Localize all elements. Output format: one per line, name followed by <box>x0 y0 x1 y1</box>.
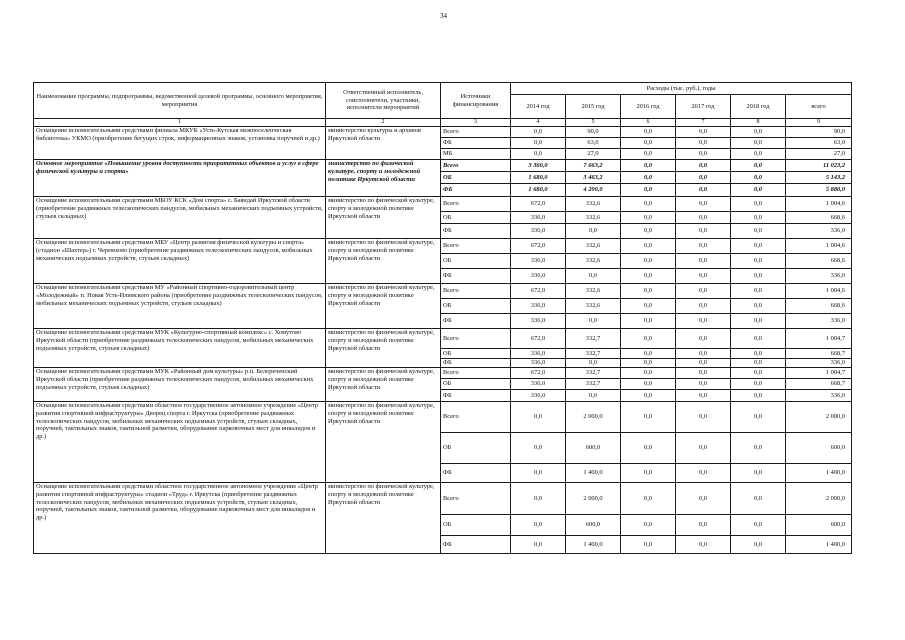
year-value: 0,0 <box>676 284 731 299</box>
year-value: 0,0 <box>621 299 676 314</box>
activity-name: Оснащение вспомогательными средствами МУК «Культурно-спортивный комплекс» с. Хомутово Иркутской области (приобретение раздвижных телескопических пандусов, мобильных механических подъемных устройств, стульев складных) <box>34 329 326 368</box>
year-value: 0,0 <box>676 149 731 160</box>
year-value: 0,0 <box>731 269 786 284</box>
table-row <box>34 368 852 379</box>
year-value: 336,0 <box>511 349 566 359</box>
year-value: 0,0 <box>731 138 786 149</box>
responsible-executor: министерство по физической культуре, спорту и молодежной политике Иркутской области <box>326 160 441 197</box>
year-value: 0,0 <box>676 483 731 515</box>
year-value: 0,0 <box>621 390 676 402</box>
year-value: 1 680,0 <box>511 184 566 197</box>
year-value: 600,0 <box>566 433 621 464</box>
column-index: 8 <box>731 119 786 127</box>
year-value: 332,6 <box>566 212 621 224</box>
year-value: 0,0 <box>566 314 621 329</box>
total-value: 668,7 <box>786 349 852 359</box>
funding-source: Всего <box>441 368 511 379</box>
year-value: 332,6 <box>566 197 621 212</box>
total-value: 11 023,2 <box>786 160 852 172</box>
total-value: 668,6 <box>786 254 852 269</box>
year-value: 0,0 <box>511 127 566 138</box>
year-value: 2 000,0 <box>566 483 621 515</box>
column-index: 1 <box>34 119 326 127</box>
year-value: 336,0 <box>511 254 566 269</box>
total-value: 336,0 <box>786 390 852 402</box>
table-row <box>34 284 852 299</box>
column-index: 2 <box>326 119 441 127</box>
header-year: 2014 год <box>511 95 566 119</box>
total-value: 27,0 <box>786 149 852 160</box>
year-value: 0,0 <box>511 536 566 554</box>
funding-source: Всего <box>441 239 511 254</box>
year-value: 336,0 <box>511 269 566 284</box>
activity-name: Основное мероприятие «Повышение уровня доступности приоритетных объектов и услуг в сфере физической культуры и спорта» <box>34 160 326 197</box>
total-value: 336,0 <box>786 359 852 368</box>
year-value: 0,0 <box>676 536 731 554</box>
year-value: 0,0 <box>731 184 786 197</box>
responsible-executor: министерство по физической культуре, спорту и молодежной политике Иркутской области <box>326 402 441 483</box>
total-value: 2 000,0 <box>786 483 852 515</box>
year-value: 0,0 <box>676 269 731 284</box>
year-value: 0,0 <box>621 269 676 284</box>
year-value: 0,0 <box>731 299 786 314</box>
year-value: 7 663,2 <box>566 160 621 172</box>
year-value: 0,0 <box>731 172 786 184</box>
activity-name: Оснащение вспомогательными средствами областное государственное автономное учреждение «Центр развития спортивной инфраструктуры» Дворец спорта г. Иркутска (приобретение раздвижных телескопических пандусов, мобильных механических подъемных устройств, стульев складных, поручней, тактильных знаков, тактильной разметки, оборудование парковочных мест для инвалидов и др.) <box>34 402 326 483</box>
year-value: 0,0 <box>511 464 566 483</box>
activity-name: Оснащение вспомогательными средствами МУ «Районный спортивно-оздоровительный центр «Молодежный» п. Новая Усть-Илимского района (приобретение раздвижных телескопических пандусов, мобильных механических подъемных устройств, стульев складных) <box>34 284 326 329</box>
total-value: 1 004,6 <box>786 284 852 299</box>
total-value: 336,0 <box>786 269 852 284</box>
year-value: 336,0 <box>511 212 566 224</box>
total-value: 2 000,0 <box>786 402 852 433</box>
year-value: 672,0 <box>511 284 566 299</box>
funding-source: Всего <box>441 329 511 349</box>
header-source: Источники финансирования <box>441 83 511 119</box>
funding-source: ФБ <box>441 138 511 149</box>
funding-source: Всего <box>441 483 511 515</box>
header-name: Наименование программы, подпрограммы, ведомственной целевой программы, основного мероприятия, мероприятия <box>34 83 326 119</box>
responsible-executor: министерство по физической культуре, спорту и молодежной политике Иркутской области <box>326 197 441 239</box>
total-value: 668,6 <box>786 212 852 224</box>
year-value: 2 000,0 <box>566 402 621 433</box>
responsible-executor: министерство по физической культуре, спорту и молодежной политике Иркутской области <box>326 284 441 329</box>
year-value: 0,0 <box>621 359 676 368</box>
funding-source: ОБ <box>441 349 511 359</box>
year-value: 336,0 <box>511 299 566 314</box>
total-value: 668,6 <box>786 299 852 314</box>
column-index: 7 <box>676 119 731 127</box>
year-value: 0,0 <box>621 402 676 433</box>
responsible-executor: министерство по физической культуре, спорту и молодежной политике Иркутской области <box>326 329 441 368</box>
year-value: 0,0 <box>511 138 566 149</box>
year-value: 0,0 <box>676 329 731 349</box>
responsible-executor: министерство по физической культуре, спорту и молодежной политике Иркутской области <box>326 483 441 554</box>
year-value: 672,0 <box>511 197 566 212</box>
year-value: 0,0 <box>731 149 786 160</box>
page-number: 34 <box>440 12 447 20</box>
funding-source: Всего <box>441 197 511 212</box>
year-value: 332,6 <box>566 284 621 299</box>
year-value: 0,0 <box>731 224 786 239</box>
year-value: 0,0 <box>731 379 786 390</box>
year-value: 3 360,0 <box>511 160 566 172</box>
table-row <box>34 402 852 433</box>
year-value: 4 200,0 <box>566 184 621 197</box>
year-value: 0,0 <box>676 239 731 254</box>
year-value: 332,7 <box>566 329 621 349</box>
year-value: 0,0 <box>566 269 621 284</box>
year-value: 0,0 <box>731 284 786 299</box>
year-value: 63,0 <box>566 138 621 149</box>
year-value: 0,0 <box>621 368 676 379</box>
year-value: 0,0 <box>731 359 786 368</box>
year-value: 336,0 <box>511 390 566 402</box>
activity-name: Оснащение вспомогательными средствами МБУ «Центр развития физической культуры и спорта» (стадион «Шахтер») г. Черемхово (приобретение раздвижных телескопических пандусов, мобильных механических подъемных устройств, стульев складных) <box>34 239 326 284</box>
year-value: 0,0 <box>676 184 731 197</box>
year-value: 0,0 <box>731 536 786 554</box>
year-value: 3 463,2 <box>566 172 621 184</box>
funding-source: МБ <box>441 149 511 160</box>
year-value: 0,0 <box>566 359 621 368</box>
year-value: 0,0 <box>731 197 786 212</box>
activity-name: Оснащение вспомогательными средствами филиала МКУК «Усть-Кутская межпоселенческая библиотека» УКМО (приобретение бегущих строк, информационных знаков, установка поручней и др.) <box>34 127 326 160</box>
year-value: 0,0 <box>621 536 676 554</box>
year-value: 1 400,0 <box>566 464 621 483</box>
total-value: 63,0 <box>786 138 852 149</box>
activity-name: Оснащение вспомогательными средствами МБОУ КСК «Дом спорта» с. Баяндай Иркутской области (приобретение раздвижных телескопических пандусов, мобильных механических подъемных устройств, стульев складных) <box>34 197 326 239</box>
table-row <box>34 127 852 138</box>
year-value: 0,0 <box>621 127 676 138</box>
year-value: 0,0 <box>731 349 786 359</box>
year-value: 336,0 <box>511 379 566 390</box>
funding-source: ФБ <box>441 224 511 239</box>
column-index: 9 <box>786 119 852 127</box>
header-year: 2016 год <box>621 95 676 119</box>
year-value: 0,0 <box>676 212 731 224</box>
total-value: 1 004,7 <box>786 329 852 349</box>
year-value: 0,0 <box>676 515 731 536</box>
responsible-executor: министерство по физической культуре, спорту и молодежной политике Иркутской области <box>326 368 441 402</box>
year-value: 0,0 <box>621 212 676 224</box>
year-value: 672,0 <box>511 329 566 349</box>
year-value: 27,0 <box>566 149 621 160</box>
year-value: 0,0 <box>676 254 731 269</box>
year-value: 0,0 <box>566 224 621 239</box>
table-row <box>34 239 852 254</box>
total-value: 1 400,0 <box>786 464 852 483</box>
funding-source: ОБ <box>441 299 511 314</box>
year-value: 0,0 <box>621 329 676 349</box>
year-value: 332,6 <box>566 254 621 269</box>
funding-source: Всего <box>441 160 511 172</box>
header-expenses: Расходы (тыс. руб.), годы <box>511 83 852 95</box>
year-value: 0,0 <box>676 299 731 314</box>
year-value: 1 400,0 <box>566 536 621 554</box>
year-value: 0,0 <box>676 390 731 402</box>
year-value: 0,0 <box>676 138 731 149</box>
year-value: 0,0 <box>676 368 731 379</box>
year-value: 0,0 <box>676 359 731 368</box>
total-value: 1 004,7 <box>786 368 852 379</box>
year-value: 0,0 <box>676 224 731 239</box>
total-value: 600,0 <box>786 515 852 536</box>
year-value: 0,0 <box>511 149 566 160</box>
total-value: 336,0 <box>786 314 852 329</box>
year-value: 336,0 <box>511 224 566 239</box>
year-value: 0,0 <box>511 402 566 433</box>
year-value: 0,0 <box>621 433 676 464</box>
year-value: 0,0 <box>676 464 731 483</box>
header-total: всего <box>786 95 852 119</box>
year-value: 0,0 <box>731 483 786 515</box>
year-value: 0,0 <box>621 379 676 390</box>
year-value: 332,7 <box>566 379 621 390</box>
year-value: 0,0 <box>621 239 676 254</box>
total-value: 5 880,0 <box>786 184 852 197</box>
year-value: 0,0 <box>621 149 676 160</box>
year-value: 0,0 <box>731 254 786 269</box>
year-value: 1 680,0 <box>511 172 566 184</box>
year-value: 0,0 <box>566 390 621 402</box>
year-value: 0,0 <box>731 329 786 349</box>
year-value: 0,0 <box>511 433 566 464</box>
year-value: 0,0 <box>676 433 731 464</box>
funding-source: ФБ <box>441 269 511 284</box>
funding-source: ОБ <box>441 212 511 224</box>
year-value: 332,7 <box>566 349 621 359</box>
year-value: 0,0 <box>511 483 566 515</box>
year-value: 0,0 <box>676 160 731 172</box>
funding-source: ОБ <box>441 254 511 269</box>
activity-name: Оснащение вспомогательными средствами областное государственное автономное учреждение «Центр развития спортивной инфраструктуры» стадион «Труд» г. Иркутска (приобретение раздвижных телескопических пандусов, мобильных механических подъемных устройств, стульев складных, поручней, тактильных знаков, тактильной разметки, оборудование парковочных мест для инвалидов и др.) <box>34 483 326 554</box>
funding-source: ОБ <box>441 433 511 464</box>
column-index: 6 <box>621 119 676 127</box>
activity-name: Оснащение вспомогательными средствами МУК «Районный дом культуры» р.п. Белореченский Иркутской области (приобретение раздвижных телескопических пандусов, мобильных механических подъемных устройств, стульев складных) <box>34 368 326 402</box>
year-value: 332,6 <box>566 239 621 254</box>
table-row <box>34 160 852 172</box>
year-value: 0,0 <box>731 239 786 254</box>
year-value: 0,0 <box>621 515 676 536</box>
funding-source: ФБ <box>441 390 511 402</box>
year-value: 0,0 <box>511 515 566 536</box>
year-value: 0,0 <box>621 464 676 483</box>
header-year: 2017 год <box>676 95 731 119</box>
year-value: 672,0 <box>511 368 566 379</box>
total-value: 1 400,0 <box>786 536 852 554</box>
year-value: 0,0 <box>676 402 731 433</box>
year-value: 0,0 <box>676 127 731 138</box>
year-value: 0,0 <box>676 379 731 390</box>
year-value: 0,0 <box>621 483 676 515</box>
total-value: 5 143,2 <box>786 172 852 184</box>
funding-source: Всего <box>441 127 511 138</box>
year-value: 0,0 <box>621 172 676 184</box>
year-value: 332,6 <box>566 299 621 314</box>
total-value: 1 004,6 <box>786 239 852 254</box>
expenses-table <box>33 82 852 554</box>
header-year: 2015 год <box>566 95 621 119</box>
year-value: 0,0 <box>731 314 786 329</box>
header-responsible: Ответственный исполнитель, соисполнители, участники, исполнители мероприятий <box>326 83 441 119</box>
year-value: 0,0 <box>731 212 786 224</box>
table-row <box>34 483 852 515</box>
funding-source: ОБ <box>441 172 511 184</box>
funding-source: ОБ <box>441 379 511 390</box>
header-year: 2018 год <box>731 95 786 119</box>
year-value: 0,0 <box>731 433 786 464</box>
year-value: 0,0 <box>621 160 676 172</box>
year-value: 672,0 <box>511 239 566 254</box>
year-value: 0,0 <box>621 349 676 359</box>
year-value: 0,0 <box>731 402 786 433</box>
year-value: 0,0 <box>731 464 786 483</box>
year-value: 0,0 <box>676 172 731 184</box>
total-value: 600,0 <box>786 433 852 464</box>
column-index: 4 <box>511 119 566 127</box>
total-value: 336,0 <box>786 224 852 239</box>
year-value: 0,0 <box>731 127 786 138</box>
column-index: 5 <box>566 119 621 127</box>
responsible-executor: министерство культуры и архивов Иркутской области <box>326 127 441 160</box>
year-value: 0,0 <box>621 138 676 149</box>
year-value: 0,0 <box>731 368 786 379</box>
funding-source: Всего <box>441 284 511 299</box>
table-body <box>34 127 852 554</box>
table-row <box>34 329 852 349</box>
funding-source: ОБ <box>441 515 511 536</box>
funding-source: ФБ <box>441 536 511 554</box>
year-value: 0,0 <box>731 160 786 172</box>
total-value: 90,0 <box>786 127 852 138</box>
year-value: 336,0 <box>511 314 566 329</box>
total-value: 668,7 <box>786 379 852 390</box>
year-value: 90,0 <box>566 127 621 138</box>
year-value: 0,0 <box>731 515 786 536</box>
year-value: 0,0 <box>621 184 676 197</box>
table-header <box>34 83 852 127</box>
year-value: 0,0 <box>621 224 676 239</box>
year-value: 0,0 <box>621 314 676 329</box>
year-value: 0,0 <box>621 197 676 212</box>
funding-source: ФБ <box>441 359 511 368</box>
year-value: 0,0 <box>731 390 786 402</box>
funding-source: ФБ <box>441 464 511 483</box>
year-value: 0,0 <box>621 284 676 299</box>
year-value: 600,0 <box>566 515 621 536</box>
responsible-executor: министерство по физической культуре, спорту и молодежной политике Иркутской области <box>326 239 441 284</box>
year-value: 336,0 <box>511 359 566 368</box>
column-index: 3 <box>441 119 511 127</box>
year-value: 0,0 <box>621 254 676 269</box>
year-value: 332,7 <box>566 368 621 379</box>
funding-source: ФБ <box>441 184 511 197</box>
year-value: 0,0 <box>676 197 731 212</box>
total-value: 1 004,6 <box>786 197 852 212</box>
year-value: 0,0 <box>676 349 731 359</box>
funding-source: Всего <box>441 402 511 433</box>
year-value: 0,0 <box>676 314 731 329</box>
table-row <box>34 197 852 212</box>
funding-source: ФБ <box>441 314 511 329</box>
